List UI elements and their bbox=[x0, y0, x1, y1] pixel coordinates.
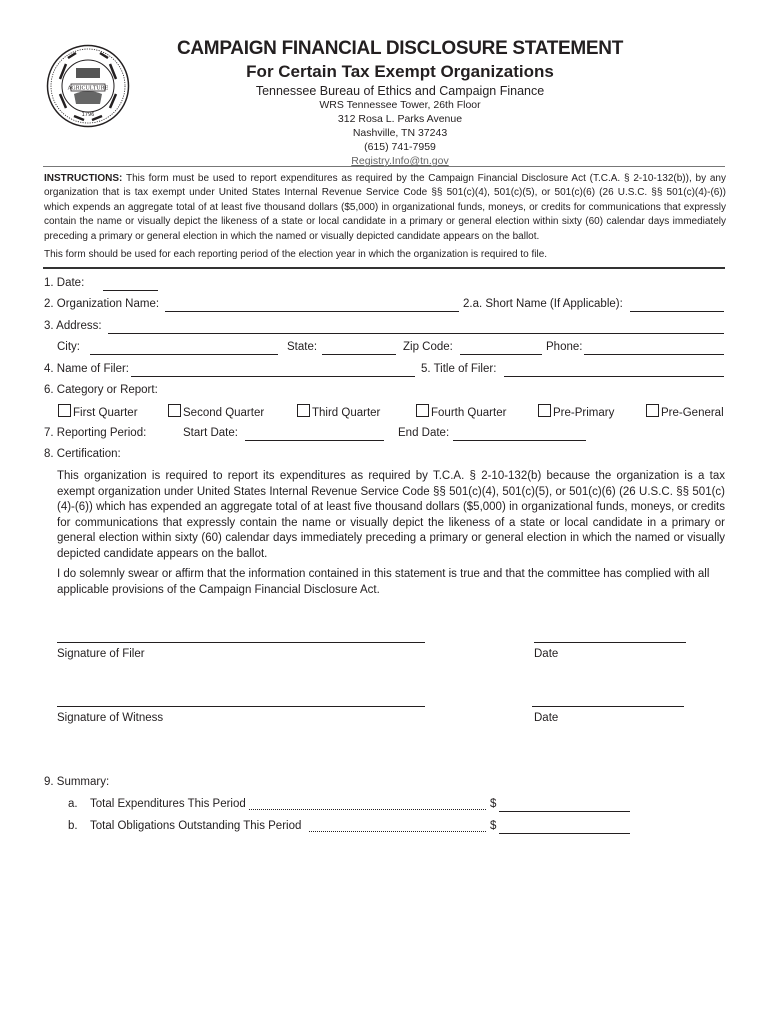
start-date-label: Start Date: bbox=[183, 427, 238, 439]
city-label: City: bbox=[57, 341, 80, 353]
summary-b-currency: $ bbox=[490, 820, 497, 832]
form-title: CAMPAIGN FINANCIAL DISCLOSURE STATEMENT bbox=[176, 38, 624, 59]
certification-label: 8. Certification: bbox=[44, 448, 121, 460]
start-date-input[interactable] bbox=[245, 440, 384, 441]
witness-signature-line[interactable] bbox=[57, 706, 425, 707]
checkbox-box[interactable] bbox=[58, 404, 71, 417]
address-line-3: Nashville, TN 37243 bbox=[352, 127, 448, 139]
address-label: 3. Address: bbox=[44, 320, 102, 332]
checkbox-box[interactable] bbox=[416, 404, 429, 417]
checkbox-first-quarter[interactable]: First Quarter bbox=[58, 404, 138, 420]
summary-b-leader bbox=[309, 831, 486, 832]
summary-a-currency: $ bbox=[490, 798, 497, 810]
short-name-input[interactable] bbox=[630, 311, 724, 312]
email-link[interactable]: Registry.Info@tn.gov bbox=[351, 155, 449, 167]
checkbox-second-quarter[interactable]: Second Quarter bbox=[168, 404, 264, 420]
filer-title-label: 5. Title of Filer: bbox=[421, 363, 497, 375]
filer-signature-label: Signature of Filer bbox=[57, 648, 145, 660]
short-name-label: 2.a. Short Name (If Applicable): bbox=[463, 298, 623, 310]
phone-label: Phone: bbox=[546, 341, 583, 353]
filer-name-label: 4. Name of Filer: bbox=[44, 363, 129, 375]
checkbox-box[interactable] bbox=[646, 404, 659, 417]
filer-date-line[interactable] bbox=[534, 642, 686, 643]
summary-a-text: Total Expenditures This Period bbox=[90, 798, 246, 810]
summary-b-letter: b. bbox=[68, 820, 78, 832]
filer-title-input[interactable] bbox=[504, 376, 724, 377]
instructions-label: INSTRUCTIONS: bbox=[44, 173, 123, 184]
affirmation-paragraph: I do solemnly swear or affirm that the information contained in this statement is true and that the committee has complied with all applicable provisions of the Campaign Financial Disclosure Act. bbox=[57, 568, 710, 596]
witness-date-line[interactable] bbox=[532, 706, 684, 707]
form-subtitle: For Certain Tax Exempt Organizations bbox=[246, 62, 554, 81]
summary-a-input[interactable] bbox=[499, 811, 630, 812]
date-input[interactable] bbox=[103, 290, 158, 291]
phone-input[interactable] bbox=[584, 354, 724, 355]
zip-label: Zip Code: bbox=[403, 341, 453, 353]
filer-signature-line[interactable] bbox=[57, 642, 425, 643]
address-line-2: 312 Rosa L. Parks Avenue bbox=[337, 113, 463, 125]
agency-phone: (615) 741-7959 bbox=[364, 141, 436, 153]
end-date-input[interactable] bbox=[453, 440, 586, 441]
org-name-input[interactable] bbox=[165, 311, 459, 312]
address-input[interactable] bbox=[108, 333, 724, 334]
tennessee-state-seal bbox=[46, 44, 130, 128]
witness-signature-label: Signature of Witness bbox=[57, 712, 164, 724]
end-date-label: End Date: bbox=[398, 427, 450, 439]
category-label: 6. Category or Report: bbox=[44, 384, 158, 396]
summary-a-letter: a. bbox=[68, 798, 78, 810]
date-label: 1. Date: bbox=[44, 277, 85, 289]
summary-a-leader bbox=[249, 809, 486, 810]
instructions bbox=[44, 172, 726, 244]
checkbox-fourth-quarter[interactable]: Fourth Quarter bbox=[416, 404, 506, 420]
agency-name: Tennessee Bureau of Ethics and Campaign Finance bbox=[255, 84, 545, 98]
summary-b-text: Total Obligations Outstanding This Period bbox=[90, 820, 302, 832]
instructions-text: This form must be used to report expenditures as required by the Campaign Financial Disclosure Act (T.C.A. § 2-10-132(b)), by any organization that is tax exempt under United States Internal Revenue Service Code §§ 501(c)(4), 501(c)(5), or 501(c)(6) (26 U.S.C. §§ 501(c)(4)-(6)) which expends an aggregate total of at least five thousand dollars ($5,000) in organizational funds, moneys, or credits for communications that expressly contain the name or visually depict the likeness of a state or local candidate in a primary or general election within sixty (60) calendar days immediately preceding a primary or general election in which the named or visually depicted candidate appears on the ballot. bbox=[44, 173, 726, 242]
witness-date-label: Date bbox=[534, 712, 559, 724]
reporting-period-label: 7. Reporting Period: bbox=[44, 427, 147, 439]
org-name-label: 2. Organization Name: bbox=[44, 298, 160, 310]
instructions-divider bbox=[43, 267, 725, 269]
instructions-note: This form should be used for each reporting period of the election year in which the organization is required to file. bbox=[44, 249, 548, 260]
address-line-1: WRS Tennessee Tower, 26th Floor bbox=[319, 99, 481, 111]
summary-label: 9. Summary: bbox=[44, 776, 110, 788]
checkbox-pre-primary[interactable]: Pre-Primary bbox=[538, 404, 614, 420]
city-input[interactable] bbox=[90, 354, 278, 355]
seal-agriculture-text: AGRICULTURE bbox=[67, 85, 109, 92]
certification-paragraph: This organization is required to report its expenditures as required by T.C.A. § 2-10-132(b) because the organization is a tax exempt organization under United States Internal Revenue Service Code §§ 501(c)(4), 501(c)(5), or 501(c)(6) (26 U.S.C. §§ 501(c)(4)-(6)) which has expended an aggregate total of at least five thousand dollars ($5,000) in organizational funds, moneys, or credits for communications that expressly contain the name or visually depict the likeness of a state or local candidate in a primary or general election within sixty (60) calendar days immediately preceding a primary or general election in which the named or visually depicted candidate appears on the ballot. bbox=[57, 470, 725, 560]
checkbox-pre-general[interactable]: Pre-General bbox=[646, 404, 724, 420]
filer-date-label: Date bbox=[534, 648, 559, 660]
summary-b-input[interactable] bbox=[499, 833, 630, 834]
checkbox-box[interactable] bbox=[297, 404, 310, 417]
checkbox-third-quarter[interactable]: Third Quarter bbox=[297, 404, 380, 420]
filer-name-input[interactable] bbox=[131, 376, 415, 377]
checkbox-box[interactable] bbox=[538, 404, 551, 417]
svg-text:1796: 1796 bbox=[81, 112, 95, 118]
state-label: State: bbox=[287, 341, 318, 353]
state-input[interactable] bbox=[322, 354, 396, 355]
checkbox-box[interactable] bbox=[168, 404, 181, 417]
header-divider bbox=[43, 166, 725, 167]
zip-input[interactable] bbox=[460, 354, 542, 355]
